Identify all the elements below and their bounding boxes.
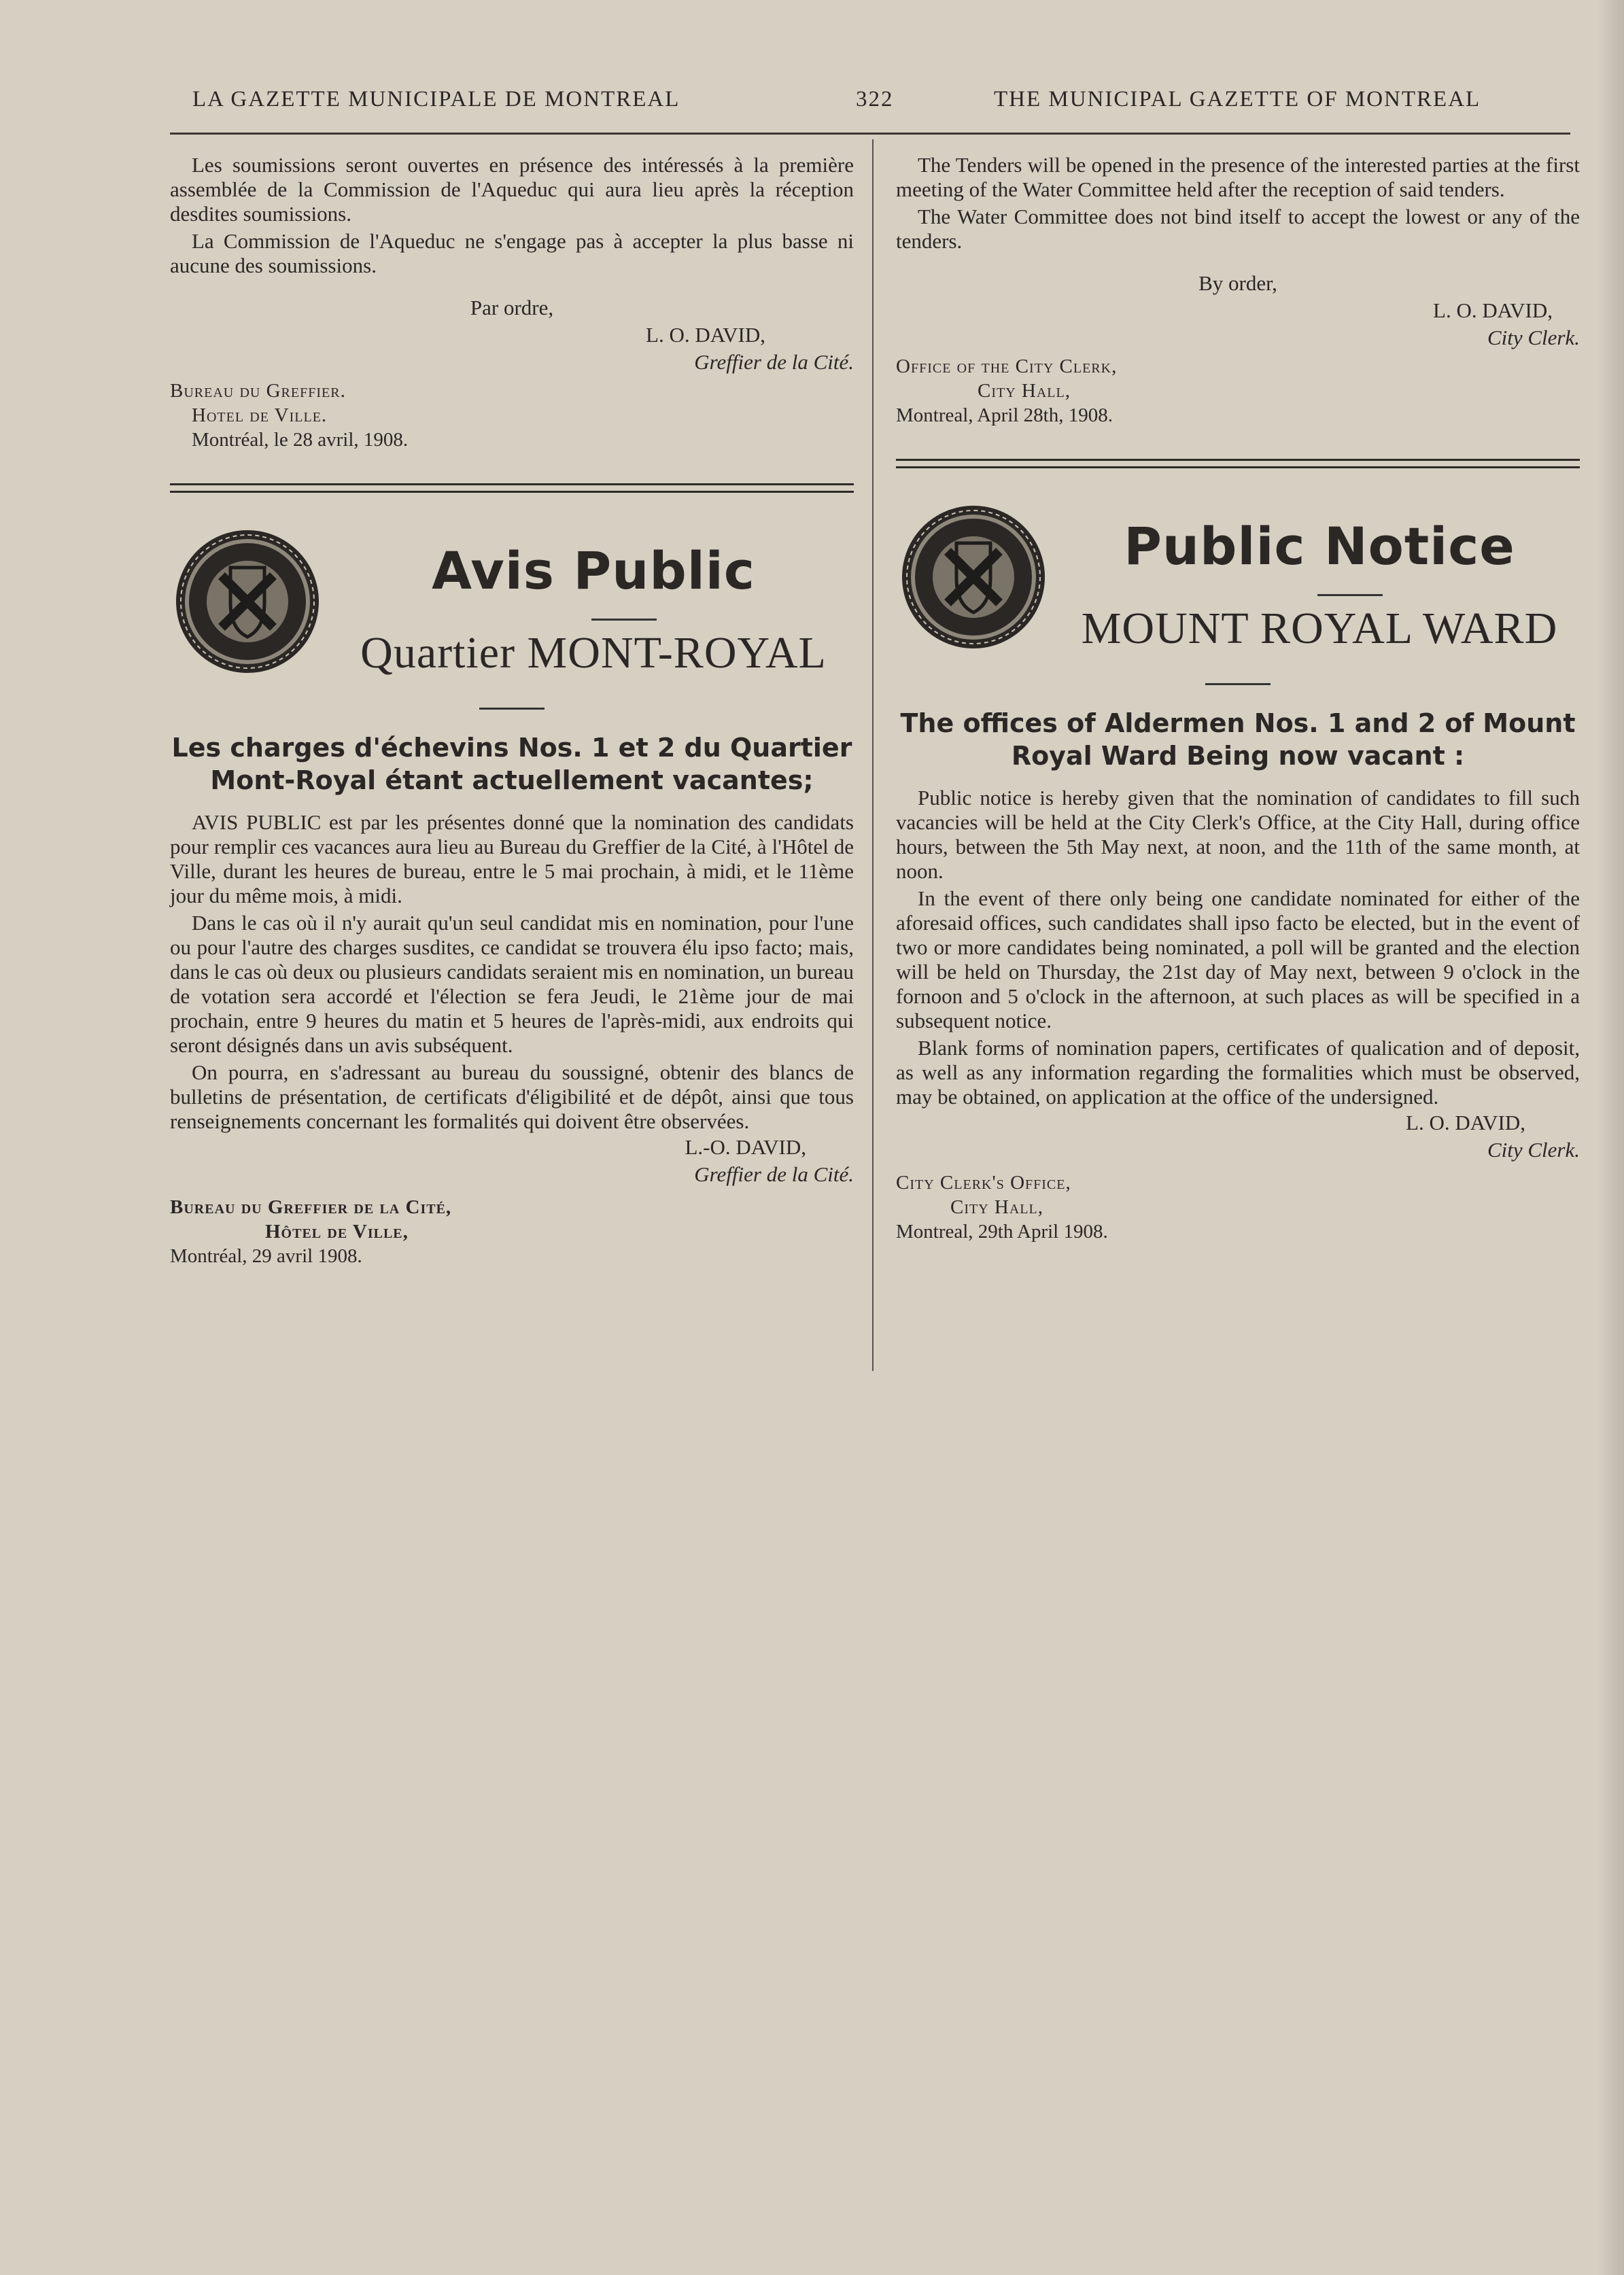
paragraph: The Tenders will be opened in the presence of the interested parties at the first meeting of the Water Committee held after the reception of said tenders. [896, 153, 1580, 201]
column-divider [872, 139, 874, 1371]
office-date: Montreal, 29th April 1908. [896, 1221, 1108, 1243]
section-double-rule [896, 459, 1580, 468]
running-header-english: THE MUNICIPAL GAZETTE OF MONTREAL [994, 87, 1481, 111]
notice-heading: Les charges d'échevins Nos. 1 et 2 du Quartier Mont-Royal étant actuellement vacantes; [171, 733, 852, 795]
signer-name: L.-O. DAVID, [685, 1135, 806, 1159]
signature-block [170, 294, 854, 376]
city-seal-icon [173, 527, 322, 676]
office-line: Bureau du Greffier de la Cité, [170, 1196, 452, 1218]
tender-notice-fr [170, 153, 854, 452]
office-line: Hotel de Ville. [192, 404, 328, 426]
section-double-rule [170, 483, 854, 493]
paragraph: Les soumissions seront ouvertes en présence des intéressés à la première assemblée de la Commission de l'Aqueduc qui aura lieu après la réception desdites soumissions. [170, 153, 854, 226]
by-order: Par ordre, [470, 296, 554, 319]
signer-name: L. O. DAVID, [1433, 298, 1553, 322]
notice-subtitle: Quartier MONT-ROYAL [360, 628, 827, 678]
signature-block [170, 1134, 854, 1188]
notice-title: Avis Public [432, 540, 755, 601]
paragraph: The Water Committee does not bind itself to accept the lowest or any of the tenders. [896, 205, 1580, 253]
paragraph: AVIS PUBLIC est par les présentes donné que la nomination des candidats pour remplir ces vacances aura lieu au Bureau du Greffier de la Cité, à l'Hôtel de Ville, durant les heures de bureau, entre le 5 mai prochain, à midi, et le 11ème jour du même mois, à midi. [170, 810, 854, 907]
office-line: City Hall, [978, 380, 1071, 402]
office-date: Montréal, le 28 avril, 1908. [192, 429, 409, 451]
office-date: Montréal, 29 avril 1908. [170, 1245, 362, 1267]
signer-name: L. O. DAVID, [1406, 1111, 1525, 1134]
paragraph: Dans le cas où il n'y aurait qu'un seul candidat mis en nomination, pour l'une ou pour l'autre des charges susdites, ce candidat se trouvera élu ipso facto; mais, dans le cas où deux ou plusieurs candidats seraient mis en nomination, un bureau de votation sera accordé et l'élection se fera Jeudi, le 21ème jour de mai prochain, entre 9 heures du matin et 5 heures de l'après-midi, aux endroits qui seront désignés dans un avis subséquent. [170, 911, 854, 1057]
paragraph: La Commission de l'Aqueduc ne s'engage pas à accepter la plus basse ni aucune des soumissions. [170, 229, 854, 277]
french-column [170, 153, 854, 1268]
title-rule [591, 619, 657, 621]
english-column [896, 153, 1580, 1244]
paragraph: On pourra, en s'adressant au bureau du soussigné, obtenir des blancs de bulletins de présentation, de certificats d'éligibilité et de dépôt, ainsi que tous renseignements concernant les formalités qui doivent être observées. [170, 1060, 854, 1133]
city-seal-icon [899, 502, 1048, 652]
signer-title: Greffier de la Cité. [694, 1162, 854, 1186]
signature-block [896, 270, 1580, 351]
notice-subtitle: MOUNT ROYAL WARD [1081, 604, 1558, 653]
running-header-french: LA GAZETTE MUNICIPALE DE MONTREAL [192, 87, 680, 111]
short-rule [479, 708, 545, 710]
office-line: City Hall, [950, 1196, 1043, 1218]
page-edge-shadow [1597, 0, 1624, 2275]
notice-heading: The offices of Aldermen Nos. 1 and 2 of Mount Royal Ward Being now vacant : [900, 708, 1576, 771]
office-address [170, 1195, 854, 1268]
office-line: Bureau du Greffier. [170, 380, 346, 402]
signer-title: City Clerk. [1487, 326, 1580, 349]
title-rule [1317, 594, 1383, 596]
office-line: Hôtel de Ville, [265, 1221, 409, 1243]
short-rule [1205, 683, 1271, 685]
signer-title: City Clerk. [1487, 1138, 1580, 1162]
page-number: 322 [856, 87, 894, 111]
signature-block [896, 1109, 1580, 1164]
office-address [170, 379, 854, 452]
office-line: Office of the City Clerk, [896, 355, 1118, 377]
notice-banner [896, 489, 1580, 659]
header-rule [170, 133, 1570, 135]
office-address [896, 354, 1580, 428]
signer-name: L. O. DAVID, [646, 323, 765, 347]
paragraph: In the event of there only being one candidate nominated for either of the aforesaid offices, such candidates shall ipso facto be elected, but in the event of two or more candidates being nominated, a poll will be granted and the election will be held on Thursday, the 21st day of May next, between 9 o'clock in the fornoon and 5 o'clock in the afternoon, at such places as will be specified in a subsequent notice. [896, 886, 1580, 1032]
tender-notice-en [896, 153, 1580, 428]
by-order: By order, [1198, 271, 1277, 295]
notice-title: Public Notice [1124, 516, 1515, 576]
notice-banner [170, 513, 854, 683]
signer-title: Greffier de la Cité. [694, 350, 854, 374]
office-line: City Clerk's Office, [896, 1172, 1071, 1194]
office-address [896, 1170, 1580, 1244]
paragraph: Public notice is hereby given that the nomination of candidates to fill such vacancies will be held at the City Clerk's Office, at the City Hall, during office hours, between the 5th May next, at noon, and the 11th of the same month, at noon. [896, 786, 1580, 883]
office-date: Montreal, April 28th, 1908. [896, 404, 1113, 426]
paragraph: Blank forms of nomination papers, certificates of qualication and of deposit, as well as any information regarding the formalities which must be observed, may be obtained, on application at the office of the undersigned. [896, 1036, 1580, 1109]
